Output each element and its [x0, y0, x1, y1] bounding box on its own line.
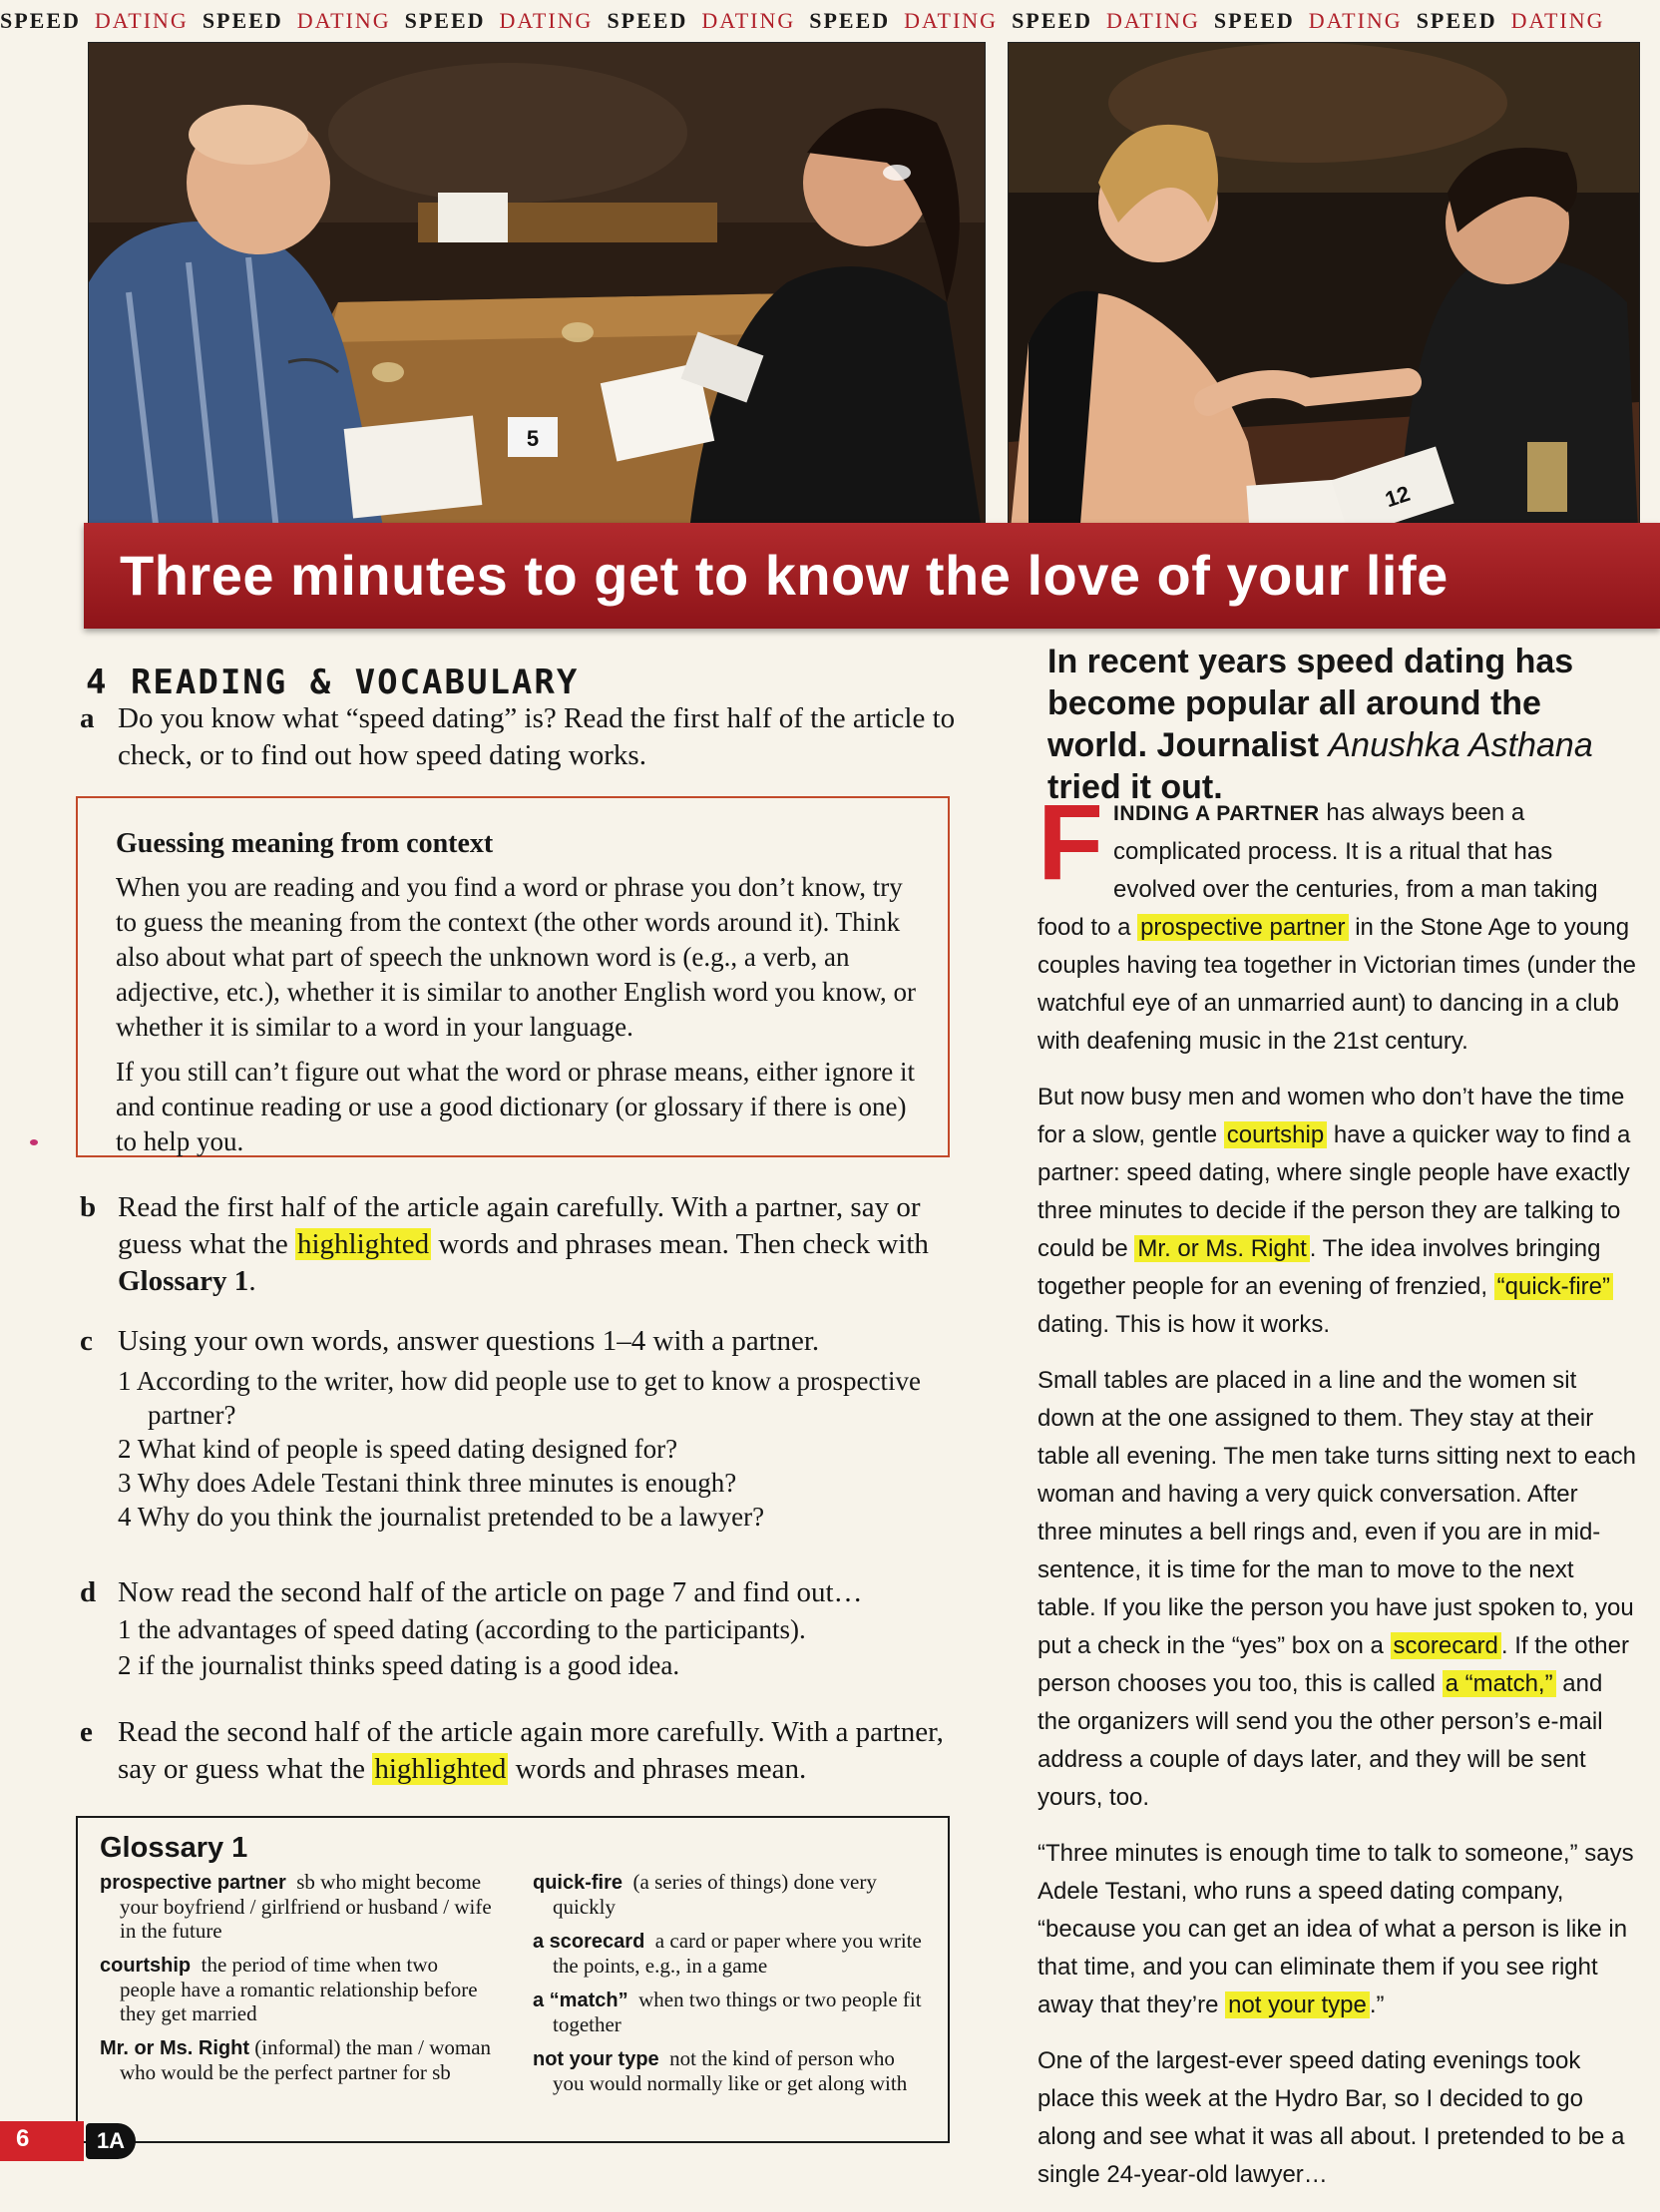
section-title: 4 READING & VOCABULARY [86, 663, 580, 702]
banner-word: DATING [701, 8, 796, 33]
glossary-term: a “match” [533, 1990, 628, 2011]
banner-word: SPEED [607, 8, 688, 33]
text-run: Read the second half of the article again more carefully. With a partner, say or guess what the [118, 1716, 944, 1785]
glossary-term: courtship [100, 1955, 192, 1977]
highlighted-phrase: “quick-fire” [1494, 1273, 1613, 1300]
banner-word: DATING [1105, 8, 1200, 33]
banner-word: SPEED [202, 8, 283, 33]
text-run: . [248, 1265, 256, 1297]
task-letter: c [80, 1325, 93, 1357]
glossary-entry [100, 1953, 493, 2025]
text-run: and the organizers will send you the other person’s e-mail address a couple of days later, and they will be sent yours, too. [1038, 1670, 1603, 1811]
text-run: In recent years speed dating has become popular all around the world. Journalist [1047, 643, 1574, 764]
task-e [80, 1714, 958, 1788]
task-b [80, 1189, 958, 1300]
task-text [118, 1714, 958, 1788]
banner-word: DATING [296, 8, 391, 33]
table-number-card: 12 [1382, 480, 1414, 513]
article-intro [1047, 641, 1646, 808]
glossary-term: not your type [533, 2048, 659, 2070]
article-paragraph [1038, 1079, 1636, 1344]
banner-word: SPEED [809, 8, 891, 33]
article-paragraph [1038, 1362, 1636, 1817]
glossary-definition: not the kind of person who you would normally like or get along with [553, 2046, 908, 2095]
banner-word: SPEED [1213, 8, 1295, 33]
glossary-term: prospective partner [100, 1872, 286, 1894]
text-run: . If the other person chooses you too, this is called [1038, 1632, 1629, 1697]
banner-word: SPEED [1012, 8, 1092, 33]
text-run: has always been a complicated process. It is a ritual that has evolved over the centuries, from a man taking food to a [1038, 799, 1598, 941]
glossary-definition: the period of time when two people have a romantic relationship before they get married [120, 1953, 478, 2025]
article-title: Three minutes to get to know the love of your life [120, 544, 1449, 607]
text-run: dating. This is how it works. [1038, 1311, 1331, 1338]
question-item: 3 Why does Adele Testani think three minutes is enough? [118, 1468, 737, 1498]
tip-paragraph: If you still can’t figure out what the word or phrase means, either ignore it and continue reading or use a good dictionary (or glossary if there is one) to help you. [116, 1057, 916, 1156]
glossary-term: quick-fire [533, 1872, 623, 1894]
text-run: . The idea involves bringing together people for an evening of frenzied, [1038, 1235, 1601, 1300]
task-c [80, 1323, 958, 1534]
glossary-column-left [100, 1870, 493, 2105]
highlighted-phrase: a “match,” [1443, 1670, 1556, 1697]
task-letter: e [80, 1716, 93, 1748]
glossary-entry [100, 2035, 493, 2084]
glossary-title: Glossary 1 [100, 1832, 248, 1864]
task-letter: b [80, 1191, 97, 1223]
banner-word: DATING [904, 8, 999, 33]
glossary-entry [533, 1988, 926, 2036]
glossary-reference: Glossary 1 [118, 1265, 249, 1297]
glossary-definition: (informal) the man / woman who would be the perfect partner for sb [120, 2035, 492, 2084]
journalist-name: Anushka Asthana [1328, 726, 1593, 764]
highlighted-phrase: courtship [1224, 1121, 1327, 1148]
article-title-bar [84, 523, 1660, 629]
glossary-entry [533, 2046, 926, 2095]
photo-couple-right [1008, 42, 1640, 551]
photo-couple-left [88, 42, 986, 551]
text-run: Small tables are placed in a line and the women sit down at the one assigned to them. They stay at their table all evening. The men take turns sitting next to each woman and having a very quick conversation. After three minutes a bell rings and, even if you are in mid-sentence, it is time for the man to move to the next table. If you like the person you have just spoken to, you put a check in the “yes” box on a [1038, 1367, 1636, 1659]
find-out-item: 2 if the journalist thinks speed dating is a good idea. [118, 1650, 680, 1680]
task-a [80, 700, 958, 774]
glossary-definition: sb who might become your boyfriend / girlfriend or husband / wife in the future [120, 1870, 492, 1943]
tip-box [76, 796, 950, 1157]
question-item: 2 What kind of people is speed dating designed for? [118, 1434, 678, 1464]
highlighted-word: highlighted [374, 1753, 507, 1785]
task-letter: d [80, 1576, 97, 1608]
question-item: 1 According to the writer, how did people use to get to know a prospective partner? [118, 1366, 921, 1430]
text-run: Read the first half of the article again carefully. With a partner, say or guess what the [118, 1191, 921, 1260]
lead-in: INDING A PARTNER [1112, 802, 1320, 825]
find-out-item: 1 the advantages of speed dating (according to the participants). [118, 1614, 806, 1644]
text-run: in the Stone Age to young couples having tea together in Victorian times (under the watchful eye of an unmarried aunt) to dancing in a club with deafening music in the 21st century. [1038, 914, 1636, 1055]
text-run: have a quicker way to find a partner: speed dating, where single people have exactly three minutes to decide if the person they are talking to could be [1038, 1121, 1631, 1262]
task-text [118, 1189, 958, 1300]
glossary-entry [100, 1870, 493, 1943]
text-run: .” [1369, 1991, 1385, 2018]
text-run: words and phrases mean. [508, 1753, 807, 1785]
task-letter: a [80, 702, 95, 734]
text-run: tried it out. [1047, 768, 1223, 806]
banner-word: DATING [94, 8, 189, 33]
ink-mark [30, 1139, 38, 1145]
text-run: But now busy men and women who don’t have the time for a slow, gentle [1038, 1084, 1625, 1148]
highlighted-phrase: scorecard [1391, 1632, 1501, 1659]
banner-word: DATING [1308, 8, 1403, 33]
tip-paragraph: When you are reading and you find a word or phrase you don’t know, try to guess the meaning from the context (the other words around it). Think also about what part of speech the unknown word is (e.g., a verb, an adjective, etc.), whether it is similar to another English word you know, or whether it is similar to a word in your language. [116, 872, 917, 1042]
text-run: “Three minutes is enough time to talk to someone,” says Adele Testani, who runs a speed dating company, “because you can get an idea of what a person is like in that time, and you can eliminate them if you see right away that they’re [1038, 1840, 1634, 2018]
unit-label: 1A [86, 2123, 136, 2159]
article-paragraph: One of the largest-ever speed dating evenings took place this week at the Hydro Bar, so I decided to go along and see what it was all about. I pretended to be a single 24-year-old lawyer… [1038, 2047, 1625, 2188]
glossary-term: a scorecard [533, 1931, 645, 1953]
text-run: words and phrases mean. Then check with [431, 1228, 929, 1260]
glossary-definition: (a series of things) done very quickly [553, 1870, 877, 1919]
task-d [80, 1574, 958, 1683]
drop-cap: F [1038, 781, 1103, 902]
page-number-tab [0, 2121, 84, 2161]
glossary-entry [533, 1870, 926, 1919]
glossary-box [76, 1816, 950, 2143]
highlighted-phrase: not your type [1225, 1991, 1370, 2018]
task-text: Do you know what “speed dating” is? Read the first half of the article to check, or to find out how speed dating works. [118, 702, 956, 771]
banner-word: SPEED [0, 8, 81, 33]
table-number-card: 5 [526, 426, 540, 451]
glossary-definition: a card or paper where you write the points, e.g., in a game [553, 1929, 922, 1978]
banner-word: DATING [499, 8, 594, 33]
highlighted-word: highlighted [297, 1228, 430, 1260]
glossary-column-right [533, 1870, 926, 2105]
task-text: Now read the second half of the article on page 7 and find out… [118, 1576, 863, 1608]
glossary-term: Mr. or Ms. Right [100, 2037, 249, 2059]
highlighted-phrase: prospective partner [1137, 914, 1348, 941]
glossary-entry [533, 1929, 926, 1978]
tip-title: Guessing meaning from context [116, 828, 494, 859]
speed-dating-banner [0, 0, 1660, 44]
task-text: Using your own words, answer questions 1–4 with a partner. [118, 1325, 820, 1357]
article-paragraph [1038, 1835, 1636, 2024]
question-item: 4 Why do you think the journalist pretended to be a lawyer? [118, 1502, 765, 1532]
banner-word: SPEED [1416, 8, 1497, 33]
banner-word: DATING [1510, 8, 1605, 33]
page-number: 6 [16, 2125, 30, 2152]
glossary-definition: when two things or two people fit together [553, 1988, 922, 2036]
banner-word: SPEED [404, 8, 486, 33]
highlighted-phrase: Mr. or Ms. Right [1134, 1235, 1309, 1262]
